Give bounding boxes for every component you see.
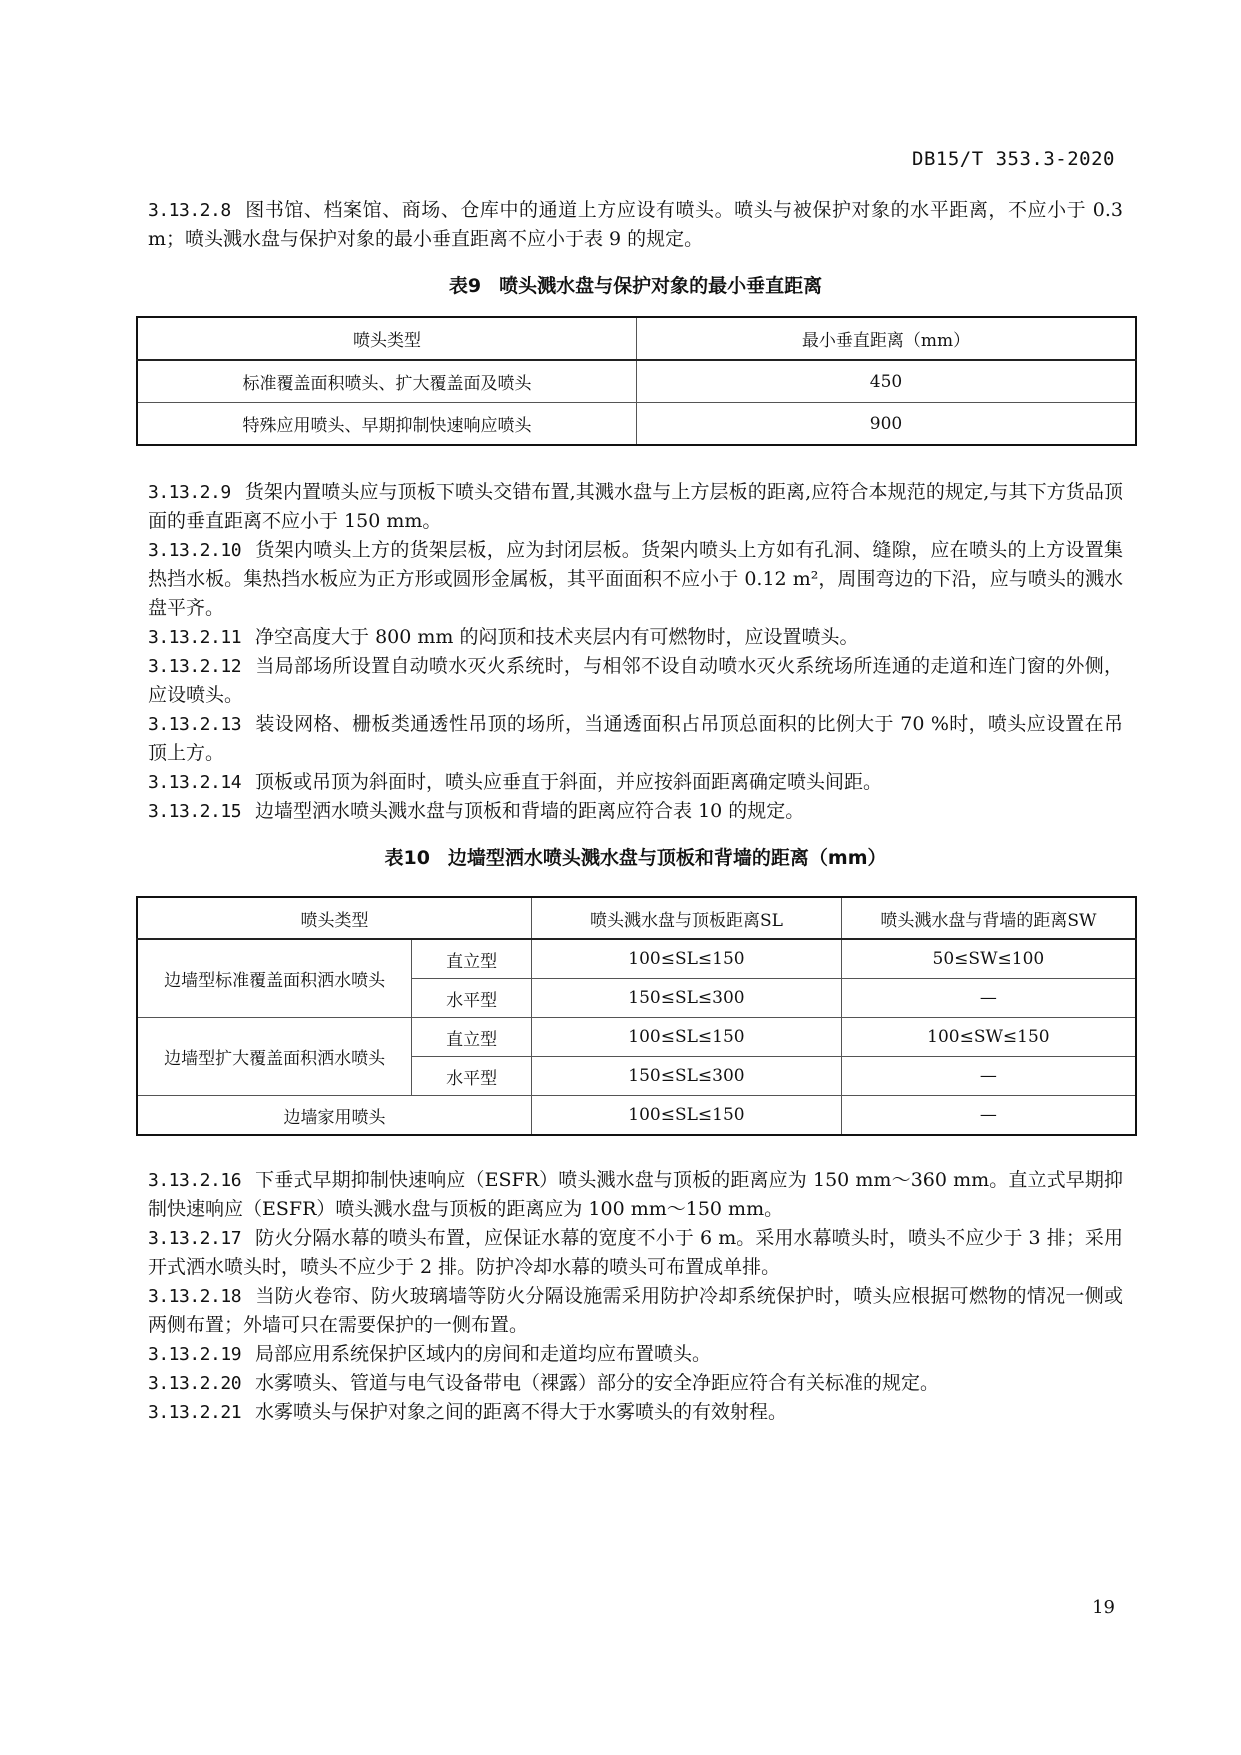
table-row	[137, 939, 1136, 979]
clause-text: 装设网格、栅板类通透性吊顶的场所，当通透面积占吊顶总面积的比例大于 70 %时，喷头应设置在吊顶上方。	[148, 713, 1123, 764]
clause-text: 防火分隔水幕的喷头布置，应保证水幕的宽度不小于 6 m。采用水幕喷头时，喷头不应少于 3 排；采用开式洒水喷头时，喷头不应少于 2 排。防护冷却水幕的喷头可布置成单排。	[148, 1227, 1123, 1278]
table9-caption	[148, 271, 1123, 298]
table9-title: 喷头溅水盘与保护对象的最小垂直距离	[499, 275, 823, 297]
doc-code: DB15/T 353.3-2020	[912, 148, 1115, 170]
table10-header-cell: 喷头溅水盘与背墙的距离SW	[841, 897, 1136, 939]
clause-3-13-2-17	[148, 1224, 1123, 1282]
clause-number: 3.13.2.9	[148, 482, 231, 503]
table9-number: 表9	[448, 275, 482, 297]
table10-subtype-cell: 直立型	[412, 1018, 532, 1057]
table10-sw-cell: 50≤SW≤100	[841, 939, 1136, 979]
clause-3-13-2-21	[148, 1398, 1123, 1427]
clause-number: 3.13.2.16	[148, 1170, 242, 1191]
page-number: 19	[1092, 1597, 1115, 1618]
clause-number: 3.13.2.19	[148, 1344, 242, 1365]
clause-number: 3.13.2.15	[148, 801, 242, 822]
clause-text: 图书馆、档案馆、商场、仓库中的通道上方应设有喷头。喷头与被保护对象的水平距离，不应小于 0.3 m；喷头溅水盘与保护对象的最小垂直距离不应小于表 9 的规定。	[148, 199, 1123, 250]
table10-sw-cell: —	[841, 979, 1136, 1018]
table10-caption	[148, 843, 1123, 870]
clause-text: 边墙型洒水喷头溅水盘与顶板和背墙的距离应符合表 10 的规定。	[255, 800, 805, 822]
clause-3-13-2-18	[148, 1282, 1123, 1340]
clause-text: 水雾喷头与保护对象之间的距离不得大于水雾喷头的有效射程。	[255, 1401, 788, 1423]
clause-3-13-2-10	[148, 536, 1123, 623]
table9-header-cell: 最小垂直距离（mm）	[637, 317, 1137, 360]
table10-type-cell: 边墙型扩大覆盖面积洒水喷头	[137, 1018, 412, 1096]
table10-type-cell: 边墙家用喷头	[137, 1096, 532, 1136]
clause-number: 3.13.2.21	[148, 1402, 242, 1423]
table9-cell: 900	[637, 403, 1137, 446]
clause-number: 3.13.2.17	[148, 1228, 242, 1249]
table10-number: 表10	[384, 847, 430, 869]
clause-text: 当局部场所设置自动喷水灭火系统时，与相邻不设自动喷水灭火系统场所连通的走道和连门窗的外侧，应设喷头。	[148, 655, 1123, 706]
clause-3-13-2-14	[148, 768, 1123, 797]
table-row	[137, 403, 1136, 446]
table10-header-cell: 喷头类型	[137, 897, 532, 939]
table10-subtype-cell: 水平型	[412, 979, 532, 1018]
table10-subtype-cell: 直立型	[412, 939, 532, 979]
table9-cell: 特殊应用喷头、早期抑制快速响应喷头	[137, 403, 637, 446]
table10-sl-cell: 150≤SL≤300	[532, 1057, 842, 1096]
clause-text: 局部应用系统保护区域内的房间和走道均应布置喷头。	[255, 1343, 712, 1365]
clause-text: 下垂式早期抑制快速响应（ESFR）喷头溅水盘与顶板的距离应为 150 mm～360 mm。直立式早期抑制快速响应（ESFR）喷头溅水盘与顶板的距离应为 100 mm～150 mm。	[148, 1169, 1123, 1220]
table10-type-cell: 边墙型标准覆盖面积洒水喷头	[137, 939, 412, 1018]
table9-cell: 450	[637, 360, 1137, 403]
table10-subtype-cell: 水平型	[412, 1057, 532, 1096]
clause-3-13-2-8	[148, 196, 1123, 254]
clause-3-13-2-12	[148, 652, 1123, 710]
table-row	[137, 360, 1136, 403]
clause-3-13-2-13	[148, 710, 1123, 768]
table9	[136, 316, 1137, 446]
clause-number: 3.13.2.10	[148, 540, 242, 561]
table10-header-cell: 喷头溅水盘与顶板距离SL	[532, 897, 842, 939]
clause-3-13-2-9	[148, 478, 1123, 536]
clause-text: 净空高度大于 800 mm 的闷顶和技术夹层内有可燃物时，应设置喷头。	[255, 626, 859, 648]
table10-sl-cell: 100≤SL≤150	[532, 1018, 842, 1057]
table10-sw-cell: —	[841, 1096, 1136, 1136]
clause-text: 当防火卷帘、防火玻璃墙等防火分隔设施需采用防护冷却系统保护时，喷头应根据可燃物的情况一侧或两侧布置；外墙可只在需要保护的一侧布置。	[148, 1285, 1123, 1336]
table10-sl-cell: 100≤SL≤150	[532, 1096, 842, 1136]
clause-3-13-2-11	[148, 623, 1123, 652]
table-row	[137, 1018, 1136, 1057]
clause-number: 3.13.2.14	[148, 772, 242, 793]
clause-3-13-2-15	[148, 797, 1123, 826]
clause-3-13-2-20	[148, 1369, 1123, 1398]
clause-number: 3.13.2.11	[148, 627, 242, 648]
table10-title: 边墙型洒水喷头溅水盘与顶板和背墙的距离（mm）	[447, 847, 887, 869]
clause-number: 3.13.2.18	[148, 1286, 242, 1307]
table-row	[137, 1096, 1136, 1136]
clause-number: 3.13.2.13	[148, 714, 242, 735]
table10-sw-cell: —	[841, 1057, 1136, 1096]
clause-text: 货架内喷头上方的货架层板，应为封闭层板。货架内喷头上方如有孔洞、缝隙，应在喷头的上方设置集热挡水板。集热挡水板应为正方形或圆形金属板，其平面面积不应小于 0.12 m²，周围弯边的下沿，应与喷头的溅水盘平齐。	[148, 539, 1123, 619]
table10-sl-cell: 100≤SL≤150	[532, 939, 842, 979]
clause-text: 水雾喷头、管道与电气设备带电（裸露）部分的安全净距应符合有关标准的规定。	[255, 1372, 940, 1394]
table9-header-row	[137, 317, 1136, 360]
table10-sl-cell: 150≤SL≤300	[532, 979, 842, 1018]
table10-sw-cell: 100≤SW≤150	[841, 1018, 1136, 1057]
clause-text: 顶板或吊顶为斜面时，喷头应垂直于斜面，并应按斜面距离确定喷头间距。	[255, 771, 883, 793]
clause-number: 3.13.2.20	[148, 1373, 242, 1394]
table9-cell: 标准覆盖面积喷头、扩大覆盖面及喷头	[137, 360, 637, 403]
table10	[136, 896, 1137, 1136]
clauses-bottom	[148, 1166, 1123, 1427]
clause-number: 3.13.2.8	[148, 200, 231, 221]
clause-3-13-2-16	[148, 1166, 1123, 1224]
clause-text: 货架内置喷头应与顶板下喷头交错布置,其溅水盘与上方层板的距离,应符合本规范的规定,与其下方货品顶面的垂直距离不应小于 150 mm。	[148, 481, 1123, 532]
clause-3-13-2-19	[148, 1340, 1123, 1369]
clauses-mid	[148, 478, 1123, 826]
clause-number: 3.13.2.12	[148, 656, 242, 677]
table9-header-cell: 喷头类型	[137, 317, 637, 360]
table10-header-row	[137, 897, 1136, 939]
page-content	[148, 196, 1123, 1427]
